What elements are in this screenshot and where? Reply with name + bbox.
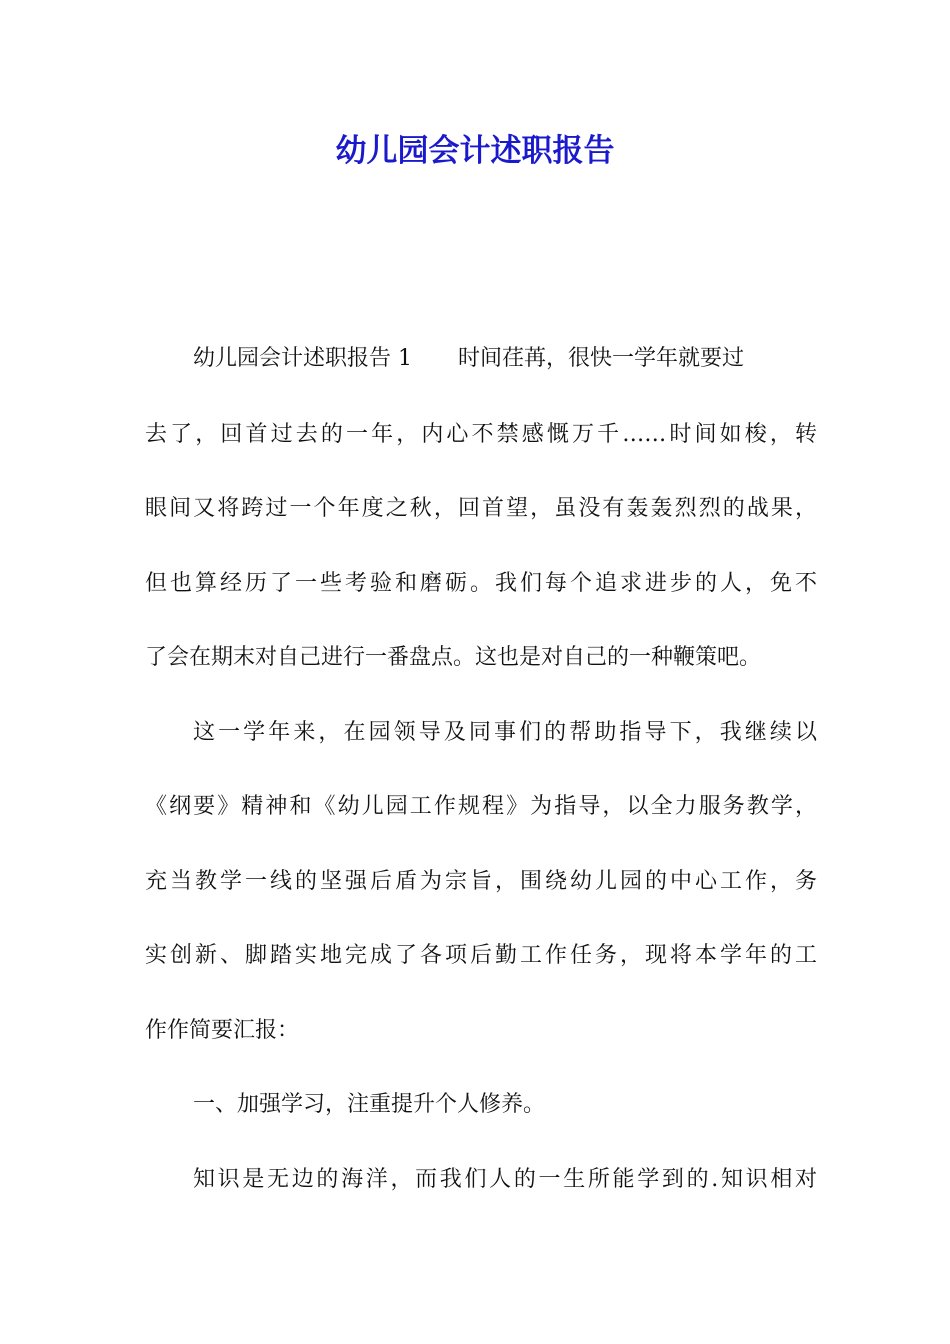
paragraph-1-line-5: 了会在期末对自己进行一番盘点。这也是对自己的一种鞭策吧。 bbox=[145, 645, 762, 670]
paragraph-2-line-2: 《纲要》精神和《幼儿园工作规程》为指导，以全力服务教学， bbox=[145, 794, 817, 819]
paragraph-1-line-2: 去了，回首过去的一年，内心不禁感慨万千……时间如梭，转 bbox=[145, 422, 817, 447]
paragraph-2-line-3: 充当教学一线的坚强后盾为宗旨，围绕幼儿园的中心工作，务 bbox=[145, 869, 817, 894]
paragraph-2-line-4: 实创新、脚踏实地完成了各项后勤工作任务，现将本学年的工 bbox=[145, 943, 817, 968]
paragraph-1-line-1 bbox=[193, 342, 817, 376]
paragraph-2-line-1: 这一学年来，在园领导及同事们的帮助指导下，我继续以 bbox=[193, 720, 817, 745]
paragraph-2-line-5: 作作简要汇报： bbox=[145, 1018, 300, 1043]
section-1-heading: 一、加强学习，注重提升个人修养。 bbox=[193, 1092, 546, 1117]
paragraph-1-line-4: 但也算经历了一些考验和磨砺。我们每个追求进步的人，免不 bbox=[145, 571, 817, 596]
paragraph-1-line-1-text: 时间荏苒，很快一学年就要过 bbox=[458, 346, 745, 371]
paragraph-3-line-1: 知识是无边的海洋，而我们人的一生所能学到的.知识相对 bbox=[193, 1167, 817, 1192]
paragraph-1-line-3: 眼间又将跨过一个年度之秋，回首望，虽没有轰轰烈烈的战果， bbox=[145, 496, 817, 521]
document-title: 幼儿园会计述职报告 bbox=[335, 133, 615, 169]
report-heading: 幼儿园会计述职报告 1 bbox=[193, 346, 412, 371]
